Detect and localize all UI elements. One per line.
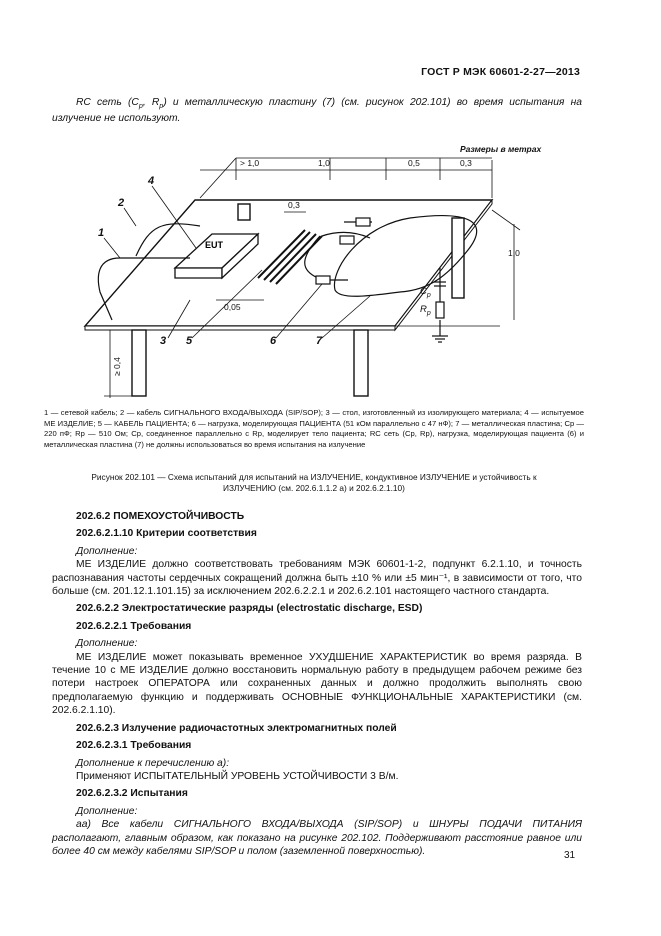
figure-caption-line-2: ИЗЛУЧЕНИЮ (см. 202.6.1.1.2 a) и 202.6.2.1.10): [223, 483, 405, 493]
table-leg-front-left: [132, 330, 146, 396]
patient-load: [316, 276, 330, 284]
page-number: 31: [564, 850, 576, 861]
addition-label-2: Дополнение:: [76, 638, 138, 650]
heading-202-6-2-3-1: 202.6.2.3.1 Требования: [76, 740, 192, 752]
test-setup-figure: [0, 0, 661, 420]
dim-label-7: 1,0: [508, 248, 520, 258]
callout-6: 6: [270, 335, 277, 347]
intro-sub-1: р: [138, 101, 143, 111]
paragraph-2: МЕ ИЗДЕЛИЕ может показывать временное УХУДШЕНИЕ ХАРАКТЕРИСТИК во время разряда. В течение 10 с МЕ ИЗДЕЛИЕ должно восстановить нормальную работу в предыдущем рабочем режиме без потери настроек ОПЕРАТОРА или сохраненных данных и должно продолжить выполнять свою предполагаемую функцию и поддерживать ОСНОВНЫЕ ФУНКЦИОНАЛЬНЫЕ ХАРАКТЕРИСТИКИ (см. 202.6.2.1.10).: [52, 651, 582, 717]
callout-2: 2: [118, 197, 125, 209]
callout-5: 5: [186, 335, 193, 347]
rp-resistor: [436, 302, 444, 318]
heading-202-6-2: 202.6.2 ПОМЕХОУСТОЙЧИВОСТЬ: [76, 511, 245, 522]
dim-label-4: 0,3: [460, 158, 472, 168]
dim-label-6: 0,05: [224, 302, 241, 312]
addition-label-4: Дополнение:: [76, 805, 138, 817]
heading-202-6-2-1-10: 202.6.2.1.10 Критерии соответствия: [76, 528, 257, 540]
intro-text-a: RC сеть (C: [76, 97, 139, 108]
table-leg-back-right: [452, 218, 464, 298]
intro-text-c: ) и металлическую пластину (7) (см. рисунок 202.101) во время испытания на излучение не используют.: [52, 97, 582, 125]
dim-label-1: > 1,0: [240, 158, 260, 168]
figure-caption-line-1: Рисунок 202.101 — Схема испытаний для испытаний на ИЗЛУЧЕНИЕ, кондуктивное ИЗЛУЧЕНИЕ и устойчивость к: [91, 472, 537, 482]
intro-sub-2: р: [159, 101, 164, 111]
eut-front: [175, 268, 222, 278]
heading-202-6-2-3: 202.6.2.3 Излучение радиочастотных электромагнитных полей: [76, 722, 397, 734]
addition-label-1: Дополнение:: [76, 545, 138, 557]
heading-202-6-2-3-2: 202.6.2.3.2 Испытания: [76, 788, 188, 800]
dim-label-2: 1,0: [318, 158, 330, 168]
paragraph-3: Применяют ИСПЫТАТЕЛЬНЫЙ УРОВЕНЬ УСТОЙЧИВОСТИ 3 В/м.: [76, 770, 399, 782]
dim-label-3: 0,5: [408, 158, 420, 168]
rp-label: $R_p$: [420, 304, 431, 317]
callout-3: 3: [160, 335, 167, 347]
dim-label-5: 0,3: [288, 200, 300, 210]
paragraph-4: аа) Все кабели СИГНАЛЬНОГО ВХОДА/ВЫХОДА (SIP/SOP) и ШНУРЫ ПОДАЧИ ПИТАНИЯ располагают, главным образом, как показано на рисунке 202.102. Поддерживают расстояние равное или более 40 см между кабелями SIP/SOP и полом (заземленной поверхностью).: [52, 819, 582, 857]
figure-caption: [44, 472, 584, 494]
dim-label-8: ≥ 0,4: [112, 357, 122, 376]
callout-7: 7: [316, 335, 323, 347]
intro-text-b: , R: [142, 97, 160, 108]
document-header: ГОСТ Р МЭК 60601-2-27—2013: [421, 66, 580, 78]
cp-label: $C_p$: [420, 286, 431, 299]
heading-202-6-2-2: 202.6.2.2 Электростатические разряды (electrostatic discharge, ESD): [76, 603, 423, 615]
callout-1: 1: [98, 227, 105, 239]
body-text: [52, 510, 582, 858]
table-leg-front-right: [354, 330, 368, 396]
figure-legend: 1 — сетевой кабель; 2 — кабель СИГНАЛЬНОГО ВХОДА/ВЫХОДА (SIP/SOP); 3 — стол, изготовленный из изолирующего материала; 4 — испытуемое МЕ ИЗДЕЛИЕ; 5 — КАБЕЛЬ ПАЦИЕНТА; 6 — нагрузка, моделирующая ПАЦИЕНТА (51 кОм параллельно с 47 нФ); 7 — металлическая пластина; Cр — 220 пФ; Rр — 510 Ом; Cр, соединенное параллельно с Rр, моделирует тело пациента; RC сеть (Cр, Rр), нагрузка, моделирующая пациента (6) и металлическая пластина (7) не должны использоваться во время испытания на излучение: [44, 408, 584, 449]
dims-title: Размеры в метрах: [460, 144, 542, 154]
addition-label-3: Дополнение к перечислению а):: [76, 757, 230, 769]
heading-202-6-2-2-1: 202.6.2.2.1 Требования: [76, 620, 192, 632]
eut-label: EUT: [205, 240, 223, 250]
callout-4: 4: [148, 175, 155, 187]
paragraph-1: МЕ ИЗДЕЛИЕ должно соответствовать требованиям МЭК 60601-1-2, подпункт 6.2.1.10, и точность распознавания частоты сердечных сокращений должна быть ±10 % или ±5 мин⁻¹, в зависимости от того, что больше (см. 201.12.1.101.15) за исключением 202.6.2.2.1 и 202.6.2.101 настоящего частного стандарта.: [52, 559, 582, 598]
